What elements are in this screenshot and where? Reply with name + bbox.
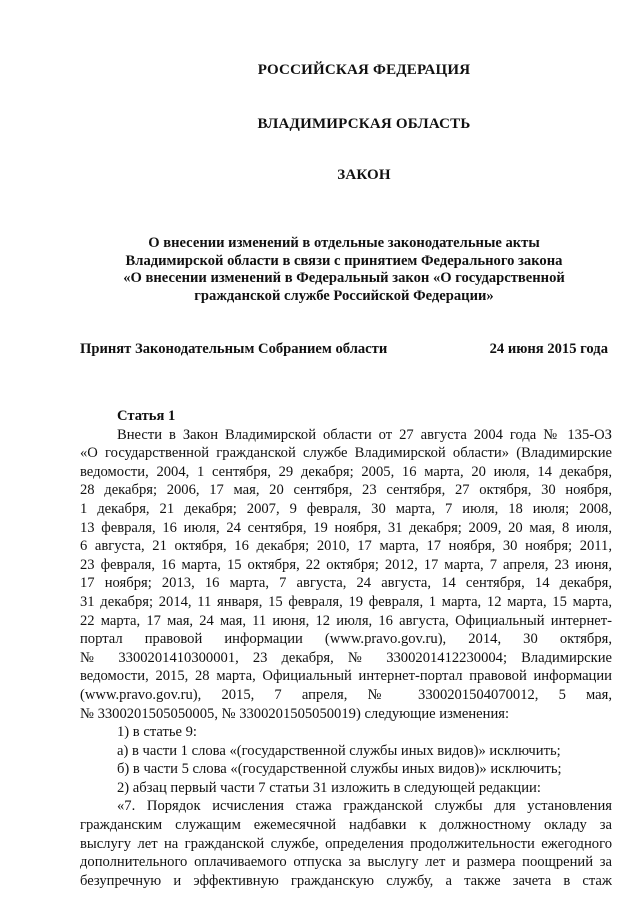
article-line: а) в части 1 слова «(государственной службы иных видов)» исключить; bbox=[117, 742, 561, 759]
article-line: 31 декабря; 2014, 11 января, 15 февраля, 19 февраля, 1 марта, 12 марта, 15 марта, bbox=[80, 593, 612, 610]
law-title-line: Владимирской области в связи с принятием Федерального закона bbox=[125, 252, 563, 269]
federation-heading: РОССИЙСКАЯ ФЕДЕРАЦИЯ bbox=[257, 62, 471, 78]
article-line: 2) абзац первый части 7 статьи 31 изложить в следующей редакции: bbox=[117, 779, 541, 796]
article-line: 1 декабря, 21 декабря; 2007, 9 февраля, 30 марта, 7 июля, 18 июля; 2008, bbox=[80, 500, 612, 517]
article-line: б) в части 5 слова «(государственной службы иных видов)» исключить; bbox=[117, 761, 562, 778]
article-line: Внести в Закон Владимирской области от 27 августа 2004 года № 135-ОЗ bbox=[117, 426, 612, 443]
article-line: гражданским служащим ежемесячной надбавки к должностному окладу за bbox=[80, 817, 612, 834]
article-line: № 3300201410300001, 23 декабря, № 3300201412230004; Владимирские bbox=[80, 649, 612, 666]
article-line: 23 февраля, 16 марта, 15 октября, 22 октября; 2012, 17 марта, 7 апреля, 23 июня, bbox=[80, 556, 612, 573]
article-line: «О государственной гражданской службе Владимирской области» (Владимирские bbox=[80, 445, 612, 462]
article-line: выслугу лет на гражданской службе, определения продолжительности ежегодного bbox=[80, 835, 612, 852]
article-line: (www.pravo.gov.ru), 2015, 7 апреля, № 3300201504070012, 5 мая, bbox=[80, 686, 612, 703]
law-title-line: «О внесении изменений в Федеральный закон «О государственной bbox=[123, 270, 565, 286]
article-line: дополнительного оплачиваемого отпуска за выслугу лет и размера поощрений за bbox=[80, 854, 612, 871]
article-line: «7. Порядок исчисления стажа гражданской службы для установления bbox=[117, 798, 612, 815]
article-line: ведомости, 2004, 1 сентября, 29 декабря; 2005, 16 марта, 20 июля, 14 декабря, bbox=[80, 463, 612, 480]
region-heading: ВЛАДИМИРСКАЯ ОБЛАСТЬ bbox=[257, 116, 471, 132]
adoption-info bbox=[80, 341, 608, 358]
article-body bbox=[80, 407, 612, 890]
article-line: безупречную и эффективную гражданскую службу, а также зачета в стаж bbox=[80, 872, 612, 889]
adopted-by-label: Принят Законодательным Собранием области bbox=[80, 341, 388, 357]
law-title bbox=[80, 235, 608, 305]
adoption-date: 24 июня 2015 года bbox=[489, 341, 608, 357]
article-line: 17 ноября; 2013, 16 марта, 7 августа, 24 августа, 14 сентября, 14 декабря, bbox=[80, 575, 612, 592]
article-line: 13 февраля, 16 июля, 24 сентября, 19 ноября, 31 декабря; 2009, 20 мая, 8 июля, bbox=[80, 519, 612, 536]
article-line: 6 августа, 21 октября, 16 декабря; 2010, 17 марта, 17 ноября, 30 ноября; 2011, bbox=[80, 538, 612, 555]
article-line: ведомости, 2015, 28 марта, Официальный интернет-портал правовой информации bbox=[80, 668, 612, 685]
article-line: 1) в статье 9: bbox=[117, 724, 197, 741]
article-line: № 3300201505050005, № 3300201505050019) следующие изменения: bbox=[80, 705, 510, 722]
law-title-line: О внесении изменений в отдельные законодательные акты bbox=[148, 235, 540, 251]
article-line: 28 декабря; 2006, 17 мая, 20 сентября, 23 сентября, 27 октября, 30 ноября, bbox=[80, 482, 612, 499]
doc-type-heading: ЗАКОН bbox=[337, 167, 391, 183]
article-line: 22 марта, 17 мая, 24 мая, 11 июня, 12 июля, 16 августа, Официальный интернет- bbox=[80, 612, 612, 629]
law-title-line: гражданской службе Российской Федерации» bbox=[194, 287, 494, 304]
article-title: Статья 1 bbox=[117, 408, 176, 424]
article-line: портал правовой информации (www.pravo.gov.ru), 2014, 30 октября, bbox=[80, 631, 612, 648]
